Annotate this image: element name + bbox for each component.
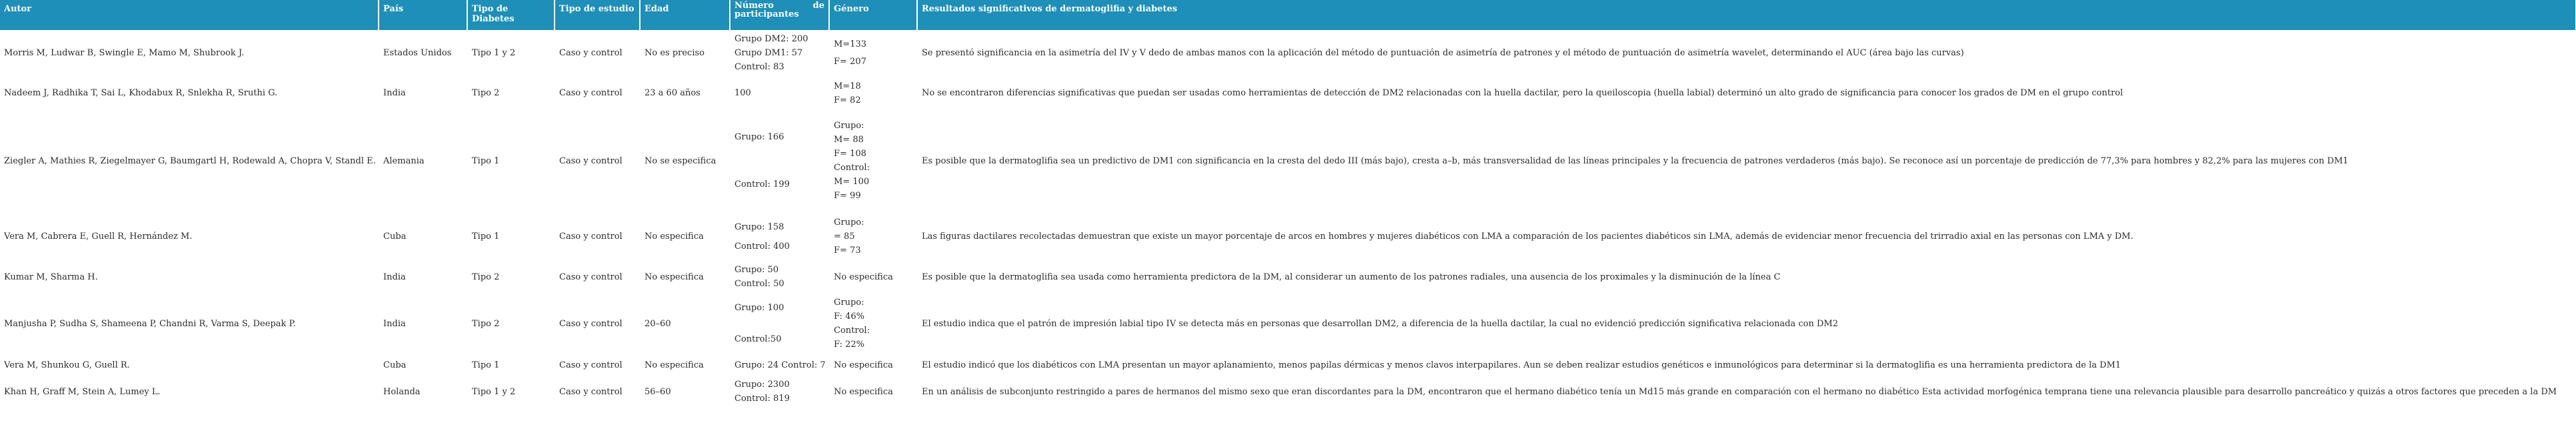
cell-resultado: Se presentó significancia en la asimetría del IV y V dedo de ambas manos con la aplicación del método de puntuación de asimetría de patrones y el método de puntuación de asimetría wavelet, determinando el AUC (área bajo las curvas)	[917, 30, 2576, 76]
cell-autor: Vera M, Shunkou G, Guell R.	[0, 355, 379, 376]
genero-line: F= 108	[834, 149, 866, 159]
cell-genero	[829, 110, 917, 211]
cell-genero: No especifica	[829, 355, 917, 376]
cell-genero: No especifica	[829, 376, 917, 408]
participantes-line: Control: 83	[734, 62, 784, 72]
genero-line: F= 73	[834, 246, 861, 256]
cell-pais: Cuba	[379, 355, 467, 376]
table-row	[0, 292, 2576, 355]
table-row	[0, 355, 2576, 376]
table-row	[0, 30, 2576, 76]
header-autor: Autor	[0, 0, 379, 30]
cell-tipo: Tipo 2	[467, 76, 555, 110]
header-tipo-estudio: Tipo de estudio	[555, 0, 640, 30]
cell-autor: Morris M, Ludwar B, Swingle E, Mamo M, Shubrook J.	[0, 30, 379, 76]
cell-estudio: Caso y control	[555, 110, 640, 211]
cell-estudio: Caso y control	[555, 376, 640, 408]
cell-pais: Cuba	[379, 211, 467, 262]
cell-resultado: El estudio indica que el patrón de impresión labial tipo IV se detecta más en personas que desarrollan DM2, a diferencia de la huella dactilar, la cual no evidenció predicción significativa relacionada con DM2	[917, 292, 2576, 355]
genero-line: M= 100	[834, 177, 870, 187]
table-row	[0, 376, 2576, 408]
participantes-line: Grupo: 166	[734, 132, 784, 142]
table-header-row	[0, 0, 2576, 30]
genero-line: Control:	[834, 326, 870, 336]
table-row	[0, 110, 2576, 211]
genero-line: Grupo:	[834, 298, 864, 308]
cell-tipo: Tipo 1	[467, 355, 555, 376]
cell-participantes	[730, 262, 829, 292]
participantes-line: Grupo DM2: 200	[734, 34, 808, 44]
cell-autor: Vera M, Cabrera E, Guell R, Hernández M.	[0, 211, 379, 262]
cell-edad: 56–60	[640, 376, 730, 408]
table-row	[0, 262, 2576, 292]
table-row	[0, 211, 2576, 262]
genero-line: Grupo:	[834, 217, 864, 228]
cell-participantes: 100	[730, 76, 829, 110]
cell-edad: 23 a 60 años	[640, 76, 730, 110]
cell-resultado: Es posible que la dermatoglifia sea usada como herramienta predictora de la DM, al considerar un aumento de los patrones radiales, una ausencia de los proximales y la disminución de la línea C	[917, 262, 2576, 292]
header-pais: País	[379, 0, 467, 30]
cell-genero	[829, 292, 917, 355]
participantes-line: Control: 50	[734, 279, 784, 289]
genero-line: = 85	[834, 232, 855, 242]
cell-resultado: El estudio indicó que los diabéticos con LMA presentan un mayor aplanamiento, menos papilas dérmicas y menos clavos interpapilares. Aun se deben realizar estudios genéticos e inmunológicos para determinar si la dermatoglifia es una herramienta predictora de la DM1	[917, 355, 2576, 376]
table-row	[0, 76, 2576, 110]
genero-line: F: 22%	[834, 340, 864, 350]
cell-genero	[829, 76, 917, 110]
genero-line: F= 99	[834, 191, 861, 201]
cell-tipo: Tipo 1	[467, 110, 555, 211]
genero-line: Control:	[834, 163, 870, 173]
participantes-line: Control: 400	[734, 241, 790, 252]
cell-pais: India	[379, 76, 467, 110]
cell-participantes	[730, 376, 829, 408]
cell-edad: 20–60	[640, 292, 730, 355]
cell-resultado: No se encontraron diferencias significativas que puedan ser usadas como herramientas de detección de DM2 relacionadas con la huella dactilar, pero la queiloscopia (huella labial) determinó un alto grado de significancia para conocer los grados de DM en el grupo control	[917, 76, 2576, 110]
cell-pais: India	[379, 262, 467, 292]
cell-autor: Nadeem J, Radhika T, Sai L, Khodabux R, Snlekha R, Sruthi G.	[0, 76, 379, 110]
header-tipo-diabetes: Tipo de Diabetes	[467, 0, 555, 30]
cell-edad: No es preciso	[640, 30, 730, 76]
header-participantes: Número de participantes	[730, 0, 829, 30]
genero-line: F: 46%	[834, 312, 864, 322]
participantes-line: Control:50	[734, 334, 782, 344]
participantes-line: Grupo: 158	[734, 222, 784, 232]
cell-edad: No se especifica	[640, 110, 730, 211]
cell-autor: Khan H, Graff M, Stein A, Lumey L.	[0, 376, 379, 408]
cell-autor: Ziegler A, Mathies R, Ziegelmayer G, Baumgartl H, Rodewald A, Chopra V, Standl E.	[0, 110, 379, 211]
cell-autor: Manjusha P, Sudha S, Shameena P, Chandni R, Varma S, Deepak P.	[0, 292, 379, 355]
cell-estudio: Caso y control	[555, 262, 640, 292]
cell-participantes	[730, 211, 829, 262]
cell-tipo: Tipo 2	[467, 292, 555, 355]
cell-tipo: Tipo 1 y 2	[467, 376, 555, 408]
cell-estudio: Caso y control	[555, 211, 640, 262]
cell-resultado: En un análisis de subconjunto restringido a pares de hermanos del mismo sexo que eran discordantes para la DM, encontraron que el hermano diabético tenía un Md15 más grande en comparación con el hermano no diabético Esta actividad morfogénica temprana tiene una relevancia plausible para desarrollo pancreático y quizás a otros factores que preceden a la DM	[917, 376, 2576, 408]
genero-line: M= 88	[834, 135, 864, 145]
genero-line: F= 82	[834, 95, 861, 105]
cell-pais: India	[379, 292, 467, 355]
cell-participantes: Grupo: 24 Control: 7	[730, 355, 829, 376]
cell-edad: No especifica	[640, 262, 730, 292]
cell-edad: No especifica	[640, 355, 730, 376]
header-edad: Edad	[640, 0, 730, 30]
cell-autor: Kumar M, Sharma H.	[0, 262, 379, 292]
cell-pais: Estados Unidos	[379, 30, 467, 76]
cell-pais: Alemania	[379, 110, 467, 211]
participantes-line: Grupo: 100	[734, 303, 784, 313]
participantes-line: Grupo: 2300	[734, 380, 790, 390]
cell-estudio: Caso y control	[555, 30, 640, 76]
genero-line: M=133	[834, 39, 867, 49]
cell-participantes	[730, 292, 829, 355]
cell-edad: No especifica	[640, 211, 730, 262]
cell-genero	[829, 30, 917, 76]
genero-line: M=18	[834, 81, 861, 91]
cell-genero	[829, 211, 917, 262]
cell-resultado: Las figuras dactilares recolectadas demuestran que existe un mayor porcentaje de arcos en hombres y mujeres diabéticos con LMA a comparación de los pacientes diabéticos sin LMA, además de evidenciar menor frecuencia del trirradio axial en las personas con LMA y DM.	[917, 211, 2576, 262]
cell-participantes	[730, 30, 829, 76]
header-resultados: Resultados significativos de dermatoglifia y diabetes	[917, 0, 2576, 30]
header-genero: Género	[829, 0, 917, 30]
genero-line: F= 207	[834, 57, 866, 67]
cell-genero: No especifica	[829, 262, 917, 292]
participantes-line: Grupo: 50	[734, 265, 779, 275]
participantes-line: Grupo DM1: 57	[734, 48, 803, 58]
cell-resultado: Es posible que la dermatoglifia sea un predictivo de DM1 con significancia en la cresta del dedo III (más bajo), cresta a–b, más transversalidad de las líneas principales y la frecuencia de patrones verdaderos (más bajo). Se reconoce así un porcentaje de predicción de 77,3% para hombres y 82,2% para las mujeres con DM1	[917, 110, 2576, 211]
participantes-line: Control: 199	[734, 179, 790, 189]
cell-tipo: Tipo 2	[467, 262, 555, 292]
genero-line: Grupo:	[834, 121, 864, 131]
cell-participantes	[730, 110, 829, 211]
cell-pais: Holanda	[379, 376, 467, 408]
cell-tipo: Tipo 1 y 2	[467, 30, 555, 76]
cell-estudio: Caso y control	[555, 76, 640, 110]
cell-estudio: Caso y control	[555, 355, 640, 376]
cell-estudio: Caso y control	[555, 292, 640, 355]
participantes-line: Control: 819	[734, 394, 790, 404]
cell-tipo: Tipo 1	[467, 211, 555, 262]
